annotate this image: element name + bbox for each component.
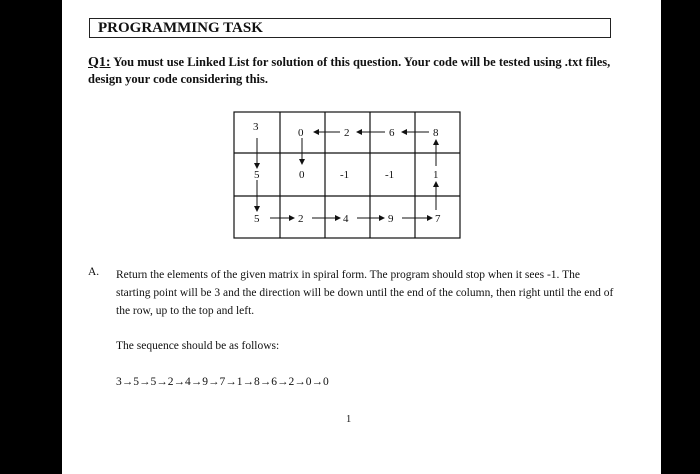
cell-r0-c1: 0: [298, 127, 304, 139]
cell-r0-c0: 3: [253, 121, 259, 133]
cell-r0-c3: 6: [389, 127, 395, 139]
cell-r0-c4: 8: [433, 127, 439, 139]
page-title: PROGRAMMING TASK: [89, 18, 611, 38]
cell-r2-c4: 7: [435, 213, 441, 225]
page-number: 1: [346, 414, 352, 425]
cell-r1-c3: -1: [385, 169, 395, 181]
left-black-border: [0, 0, 62, 474]
cell-r0-c2: 2: [344, 127, 350, 139]
item-paragraph: Return the elements of the given matrix in spiral form. The program should stop when it sees -1. The starting point will be 3 and the direction will be down until the end of the column, then right until the end of the row, up to the top and left.: [116, 269, 614, 317]
right-black-border: [661, 0, 700, 474]
sequence: 3→5→5→2→4→9→7→1→8→6→2→0→0: [116, 376, 329, 388]
cell-r1-c1: 0: [299, 169, 305, 181]
cell-r1-c0: 5: [254, 169, 260, 181]
cell-r1-c4: 1: [433, 169, 439, 181]
cell-r2-c2: 4: [343, 213, 349, 225]
matrix-diagram: [232, 110, 462, 240]
cell-r2-c3: 9: [388, 213, 394, 225]
cell-r2-c1: 2: [298, 213, 304, 225]
question-1: [88, 54, 618, 88]
cell-r1-c2: -1: [340, 169, 350, 181]
question-label: Q1:: [88, 55, 111, 70]
cell-r2-c0: 5: [254, 213, 260, 225]
sequence-intro: The sequence should be as follows:: [116, 340, 280, 352]
question-text: You must use Linked List for solution of this question. Your code will be tested using .txt files, design your code considering this.: [88, 55, 611, 86]
item-marker: A.: [88, 266, 100, 278]
